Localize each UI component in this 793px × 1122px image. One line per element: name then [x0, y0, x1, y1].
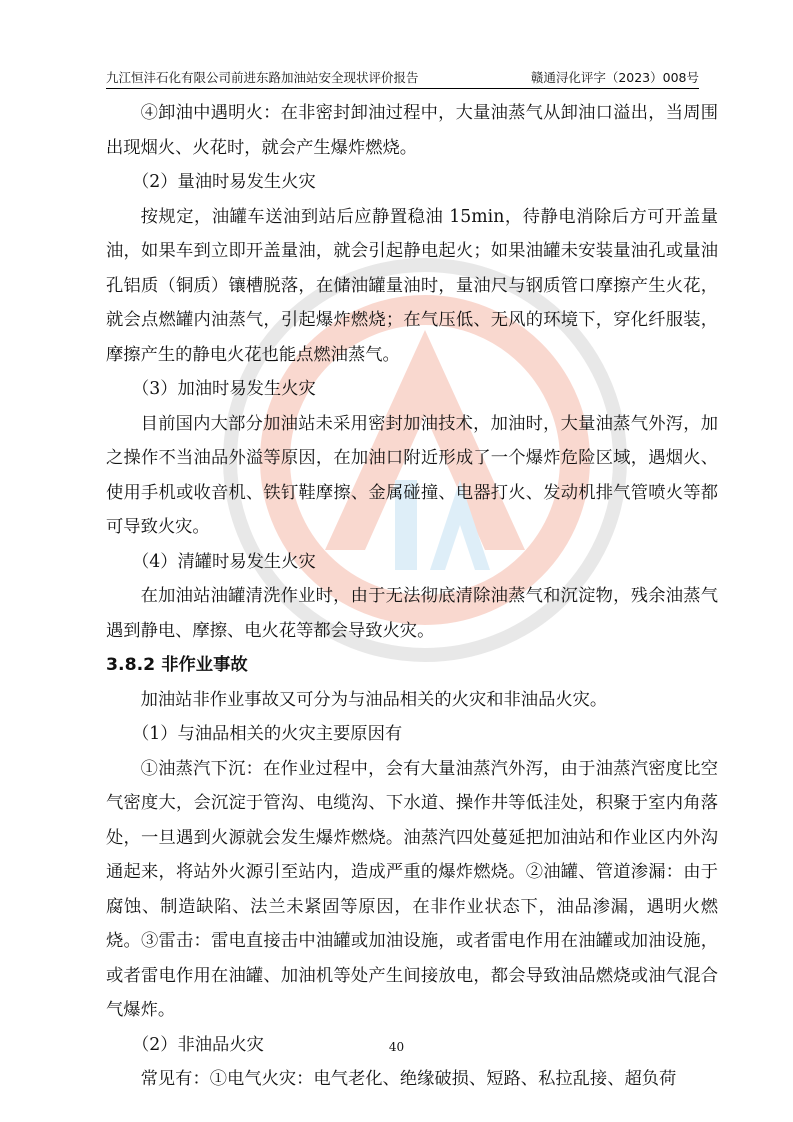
paragraph: 在加油站油罐清洗作业时，由于无法彻底清除油蒸气和沉淀物，残余油蒸气遇到静电、摩擦、电火花等都会导致火灾。 — [106, 586, 718, 641]
paragraph: ①油蒸汽下沉：在作业过程中，会有大量油蒸汽外泻，由于油蒸汽密度比空气密度大，会沉淀于管沟、电缆沟、下水道、操作井等低洼处，积聚于室内角落处，一旦遇到火源就会发生爆炸燃烧。油蒸汽四处蔓延把加油站和作业区内外沟通起来，将站外火源引至站内，造成严重的爆炸燃烧。②油罐、管道渗漏：由于腐蚀、制造缺陷、法兰未紧固等原因，在非作业状态下，油品渗漏，遇明火燃烧。③雷击：雷电直接击中油罐或加油设施，或者雷电作用在油罐或加油设施，或者雷电作用在油罐、加油机等处产生间接放电，都会导致油品燃烧或油气混合气爆炸。 — [106, 758, 718, 1020]
subheading: （1）与油品相关的火灾主要原因有 — [131, 724, 403, 744]
section-heading: 3.8.2 非作业事故 — [106, 655, 248, 675]
page-header — [106, 66, 699, 89]
header-report-number: 赣通浔化评字（2023）008号 — [530, 70, 699, 85]
subheading: （2）非油品火灾 — [131, 1034, 264, 1055]
subheading: （4）清罐时易发生火灾 — [131, 551, 316, 572]
paragraph: 加油站非作业事故又可分为与油品相关的火灾和非油品火灾。 — [140, 689, 608, 710]
header-report-title: 九江恒沣石化有限公司前进东路加油站安全现状评价报告 — [106, 70, 419, 85]
paragraph: 常见有：①电气火灾：电气老化、绝缘破损、短路、私拉乱接、超负荷 — [140, 1069, 677, 1089]
paragraph: 按规定，油罐车送油到站后应静置稳油 15min，待静电消除后方可开盖量油，如果车到立即开盖量油，就会引起静电起火；如果油罐未安装量油孔或量油孔铝质（铜质）镶槽脱落，在储油罐量油时，量油尺与钢质管口摩擦产生火花，就会点燃罐内油蒸气，引起爆炸燃烧；在气压低、无风的环境下，穿化纤服装，摩擦产生的静电火花也能点燃油蒸气。 — [106, 206, 718, 365]
paragraph: ④卸油中遇明火：在非密封卸油过程中，大量油蒸气从卸油口溢出，当周围出现烟火、火花时，就会产生爆炸燃烧。 — [106, 103, 718, 158]
document-body — [106, 96, 718, 1097]
page-number: 40 — [388, 1040, 405, 1054]
paragraph: 目前国内大部分加油站未采用密封加油技术，加油时，大量油蒸气外泻，加之操作不当油品外溢等原因，在加油口附近形成了一个爆炸危险区域，遇烟火、使用手机或收音机、铁钉鞋摩擦、金属碰撞、电器打火、发动机排气管喷火等都可导致火灾。 — [106, 413, 718, 537]
subheading: （2）量油时易发生火灾 — [131, 172, 316, 192]
subheading: （3）加油时易发生火灾 — [131, 379, 316, 399]
